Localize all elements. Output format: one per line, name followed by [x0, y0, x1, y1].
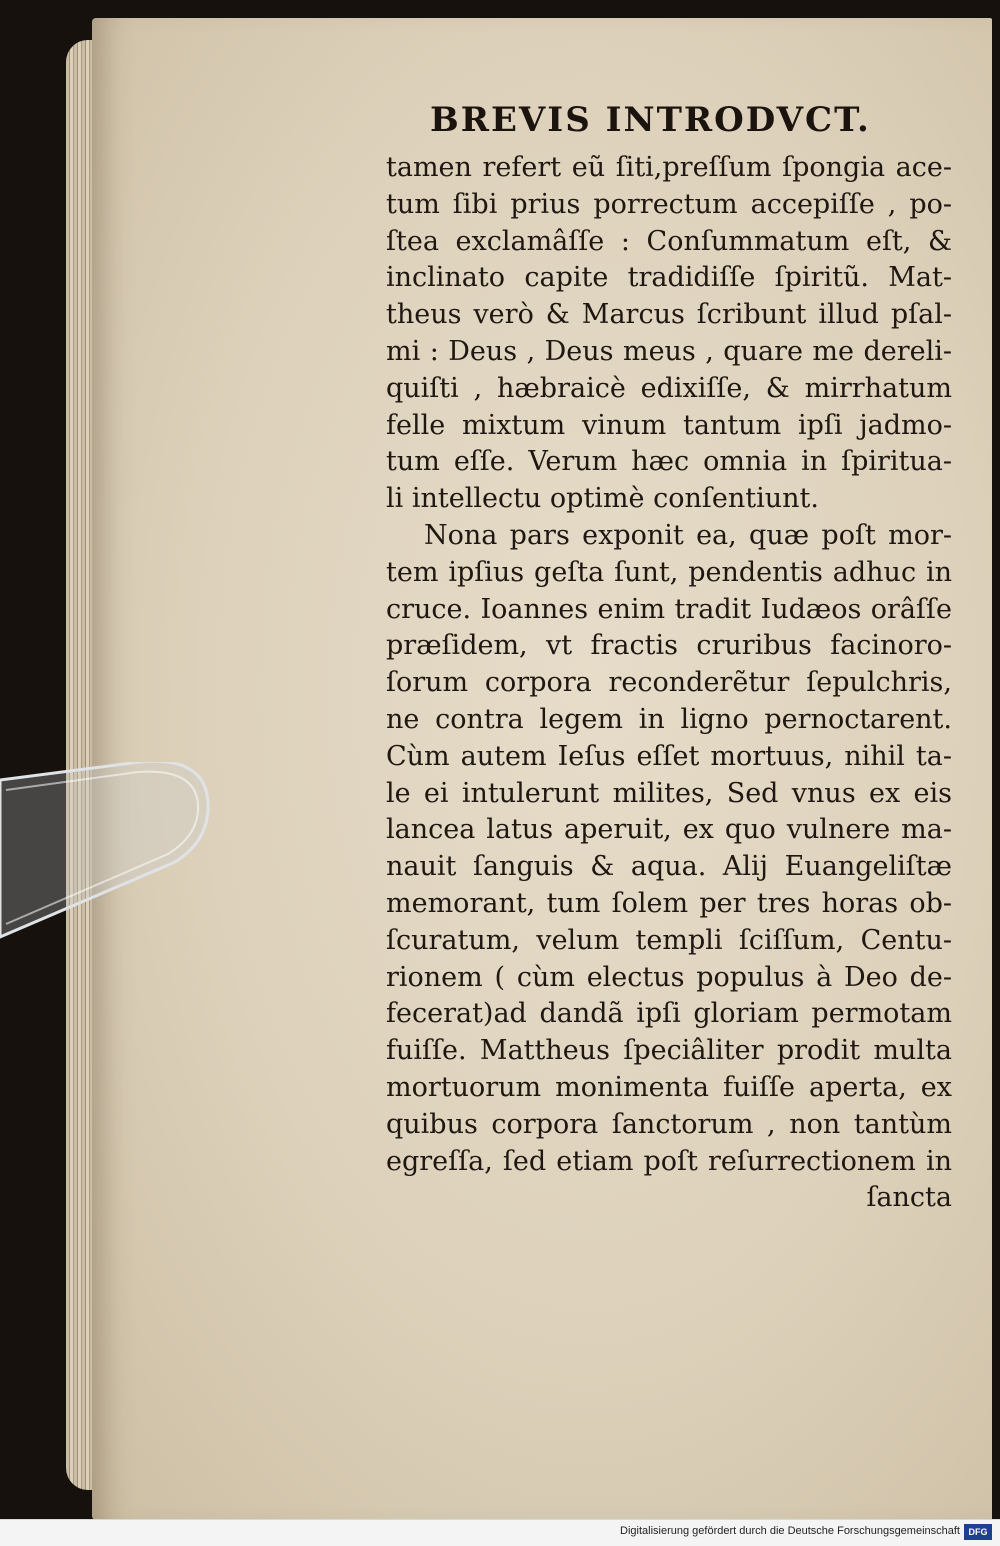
footer-bar [0, 1519, 1000, 1546]
body-text [386, 150, 952, 1217]
text-line: ſorum corpora reconderẽtur ſepulchris, [386, 667, 952, 699]
dfg-logo-icon: DFG [964, 1524, 992, 1540]
text-line: tamen refert eũ ſiti,preſſum ſpongia ace- [386, 152, 952, 183]
text-line: lancea latus aperuit, ex quo vulnere ma- [386, 814, 952, 846]
text-line: mortuorum monimenta fuiſſe aperta, ex [386, 1071, 952, 1103]
text-line: le ei intulerunt milites, Sed vnus ex eis [386, 777, 952, 809]
text-line: tum ſibi prius porrectum accepiſſe , po- [386, 188, 952, 220]
text-line: tem ipſius geſta ſunt, pendentis adhuc in [386, 556, 952, 588]
text-line: Cùm autem Ieſus eſſet mortuus, nihil ta- [386, 740, 952, 772]
text-line: quiſti , hæbraicè edixiſſe, & mirrhatum [386, 372, 952, 404]
catchword: ſancta [866, 1182, 952, 1214]
text-line: ſtea exclamâſſe : Conſummatum eſt, & [386, 225, 952, 257]
text-line: quibus corpora ſanctorum , non tantùm [386, 1108, 952, 1140]
text-line: fuiſſe. Mattheus ſpeciâliter prodit multa [386, 1035, 952, 1067]
text-line: mi : Deus , Deus meus , quare me dereli- [386, 335, 952, 367]
text-line: memorant, tum ſolem per tres horas ob- [386, 887, 952, 919]
text-line: præſidem, vt fractis cruribus facinoro- [386, 630, 952, 662]
text-line: Nona pars exponit ea, quæ poſt mor- [424, 519, 952, 551]
glass-book-clamp [0, 762, 210, 942]
text-line: ſcuratum, velum templi ſciſſum, Centu- [386, 924, 952, 956]
funding-credit: Digitalisierung gefördert durch die Deutsche Forschungsgemeinschaft [620, 1525, 960, 1537]
running-header: BREVIS INTRODVCT. [430, 100, 871, 140]
text-line: nauit ſanguis & aqua. Alij Euangeliſtæ [386, 851, 952, 883]
text-line: li intellectu optimè conſentiunt. [386, 483, 819, 515]
text-line: theus verò & Marcus ſcribunt illud pſal- [386, 299, 952, 331]
text-line: cruce. Ioannes enim tradit Iudæos orâſſe [386, 593, 952, 625]
text-line: inclinato capite tradidiſſe ſpiritũ. Mat- [386, 262, 952, 294]
text-line: ne contra legem in ligno pernoctarent. [386, 703, 952, 735]
text-line: tum eſſe. Verum hæc omnia in ſpiritua- [386, 446, 952, 478]
text-line: rionem ( cùm electus populus à Deo de- [386, 961, 952, 993]
text-line: felle mixtum vinum tantum ipſi jadmo- [386, 409, 952, 441]
text-line: egreſſa, ſed etiam poſt reſurrectionem in [386, 1145, 952, 1177]
text-line: fecerat)ad dandã ipſi gloriam permotam [386, 998, 952, 1030]
